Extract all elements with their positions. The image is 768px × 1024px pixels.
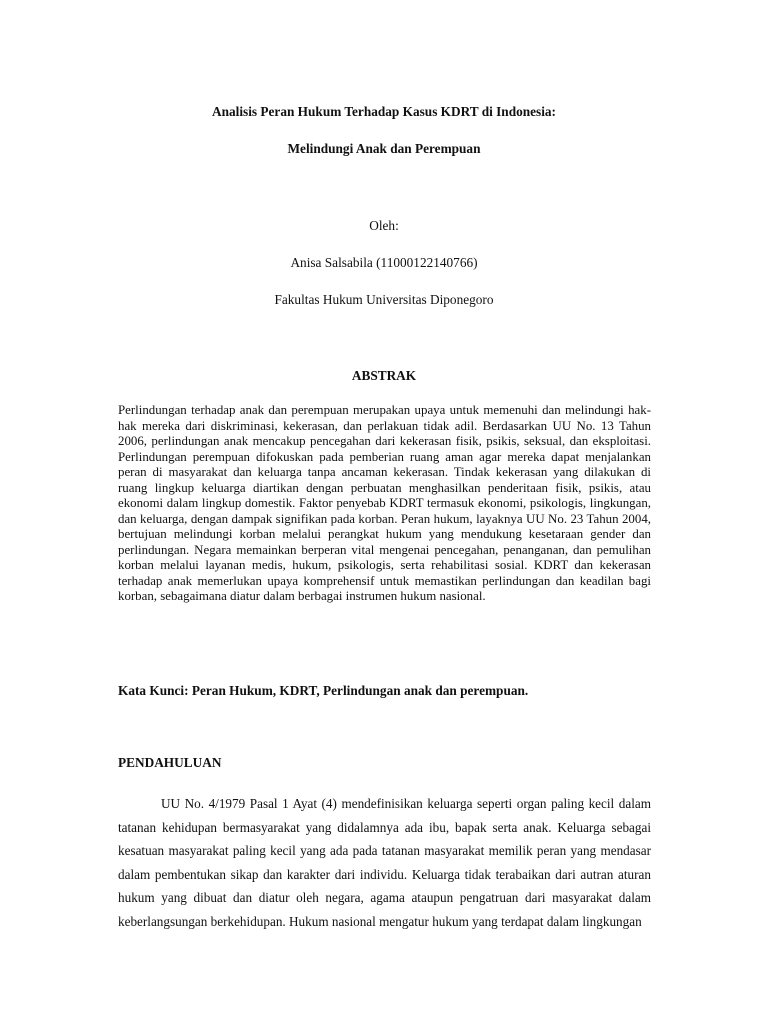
author-name: Anisa Salsabila (11000122140766) — [290, 255, 478, 270]
by-label: Oleh: — [369, 218, 399, 233]
intro-paragraph: UU No. 4/1979 Pasal 1 Ayat (4) mendefinisikan keluarga seperti organ paling kecil dalam tatanan kehidupan bermasyarakat yang didalamnya ada ibu, bapak serta anak. Keluarga sebagai kesatuan masyarakat paling kecil yang ada pada tatanan masyarakat memilik peran yang mendasar dalam pembentukan sikap dan karakter dari individu. Keluarga tidak terabaikan dari autran aturan hukum yang dibuat dan diatur oleh negara, agama ataupun pengatruan dari masyarakat dalam keberlangsungan berkehidupan. Hukum nasional mengatur hukum yang terdapat dalam lingkungan — [118, 796, 651, 929]
title-line-2: Melindungi Anak dan Perempuan — [287, 141, 481, 156]
section-heading: PENDAHULUAN — [118, 755, 222, 770]
title-line-1: Analisis Peran Hukum Terhadap Kasus KDRT di Indonesia: — [211, 104, 556, 119]
affiliation: Fakultas Hukum Universitas Diponegoro — [274, 292, 494, 307]
keywords: Kata Kunci: Peran Hukum, KDRT, Perlindungan anak dan perempuan. — [118, 683, 529, 698]
abstract-heading: ABSTRAK — [351, 368, 417, 383]
abstract-paragraph: Perlindungan terhadap anak dan perempuan merupakan upaya untuk memenuhi dan melindungi hak-hak mereka dari diskriminasi, kekerasan, dan perlakuan tidak adil. Berdasarkan UU No. 13 Tahun 2006, perlindungan anak mencakup pencegahan dari kekerasan fisik, psikis, seksual, dan eksploitasi. Perlindungan perempuan difokuskan pada pemberian ruang aman agar mereka dapat menjalankan peran di masyarakat dan keluarga tanpa ancaman kekerasan. Tindak kekerasan yang dilakukan di ruang lingkup keluarga diartikan dengan perbuatan menghasilkan penderitaan fisik, psikis, atau ekonomi dalam lingkup domestik. Faktor penyebab KDRT termasuk ekonomi, psikologis, lingkungan, dan keluarga, dengan dampak signifikan pada korban. Peran hukum, layaknya UU No. 23 Tahun 2004, bertujuan melindungi korban melalui perangkat hukum yang mendukung kesetaraan gender dan perlindungan. Negara memainkan berperan vital mengenai pencegahan, penanganan, dan pemulihan korban melalui layanan medis, hukum, psikologis, serta rehabilitasi sosial. KDRT dan kekerasan terhadap anak memerlukan upaya komprehensif untuk memastikan perlindungan dan keadilan bagi korban, sebagaimana diatur dalam berbagai instrumen hukum nasional. — [118, 403, 651, 603]
